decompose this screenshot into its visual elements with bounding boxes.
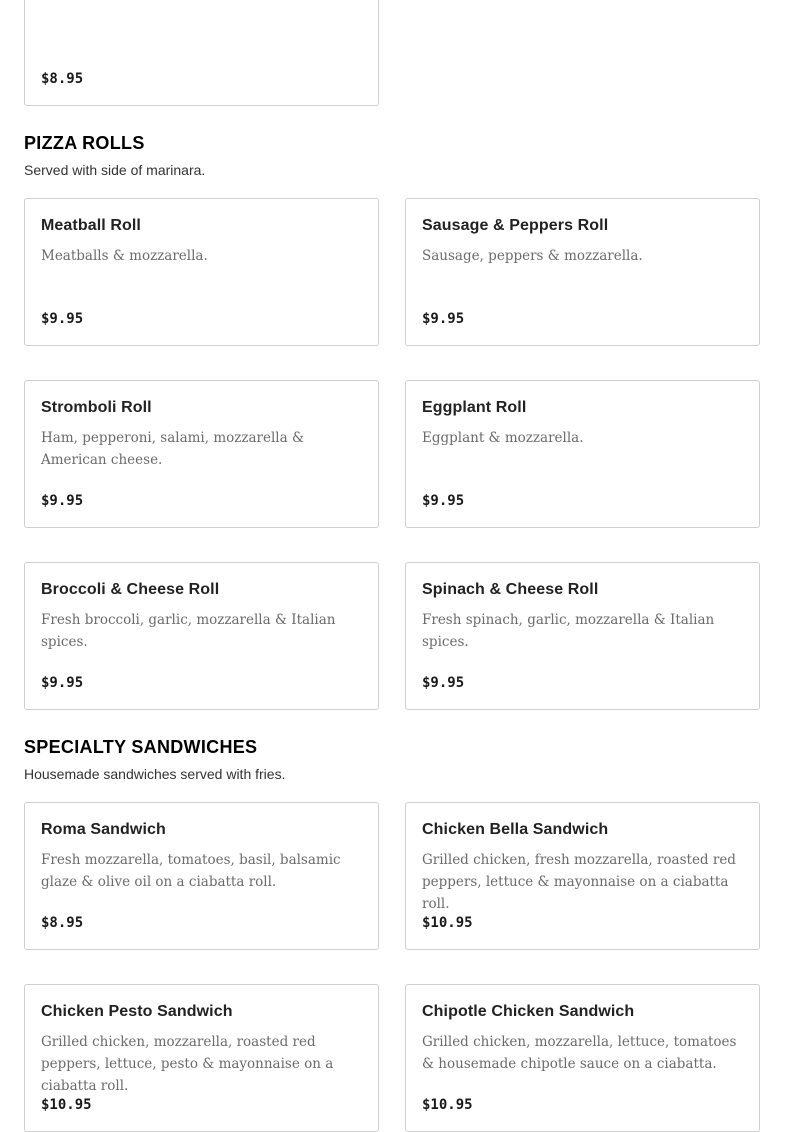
item-description: Fresh spinach, garlic, mozzarella & Italian spices. [422,612,715,650]
section-title-pizza-rolls: PIZZA ROLLS [24,133,145,153]
item-price: $9.95 [422,311,465,327]
item-price: $9.95 [41,675,84,691]
item-name: Chicken Pesto Sandwich [41,1003,233,1020]
menu-item-card[interactable] [24,380,379,528]
section-subtitle-pizza-rolls: Served with side of marinara. [24,162,206,178]
menu-item-card[interactable] [24,984,379,1132]
item-name: Eggplant Roll [422,399,527,416]
menu-item-card[interactable] [24,802,379,950]
item-price: $10.95 [41,1097,92,1113]
item-name: Meatball Roll [41,217,141,234]
item-name: Sausage & Peppers Roll [422,217,609,234]
section-title-specialty-sandwiches: SPECIALTY SANDWICHES [24,737,258,757]
item-name: Stromboli Roll [41,399,152,416]
item-description: Grilled chicken, mozzarella, roasted red peppers, lettuce, pesto & mayonnaise on a ciabatta roll. [41,1034,334,1094]
item-price: $8.95 [41,71,84,87]
item-name: Chicken Bella Sandwich [422,821,609,838]
menu-item-card[interactable] [24,198,379,346]
item-description: Meatballs & mozzarella. [41,248,208,264]
item-price: $9.95 [422,675,465,691]
menu-item-card[interactable] [24,0,379,106]
menu-item-card[interactable] [405,562,760,710]
item-name: Chipotle Chicken Sandwich [422,1003,635,1020]
item-price: $10.95 [422,1097,473,1113]
section-subtitle-specialty-sandwiches: Housemade sandwiches served with fries. [24,766,286,782]
item-name: Roma Sandwich [41,821,166,838]
menu-item-card[interactable] [405,198,760,346]
menu-item-card[interactable] [405,802,760,950]
item-description: Ham, pepperoni, salami, mozzarella & American cheese. [41,430,304,468]
menu-item-card[interactable] [405,984,760,1132]
item-description: Grilled chicken, mozzarella, lettuce, tomatoes & housemade chipotle sauce on a ciabatta. [422,1034,737,1072]
item-name: Spinach & Cheese Roll [422,581,599,598]
item-name: Broccoli & Cheese Roll [41,581,220,598]
item-description: Fresh broccoli, garlic, mozzarella & Italian spices. [41,612,336,650]
menu-item-card[interactable] [405,380,760,528]
item-price: $8.95 [41,915,84,931]
menu-item-card[interactable] [24,562,379,710]
item-price: $9.95 [422,493,465,509]
item-description: Grilled chicken, fresh mozzarella, roasted red peppers, lettuce & mayonnaise on a ciabatta roll. [422,852,736,912]
item-price: $9.95 [41,493,84,509]
item-description: Fresh mozzarella, tomatoes, basil, balsamic glaze & olive oil on a ciabatta roll. [41,852,341,890]
item-price: $10.95 [422,915,473,931]
item-price: $9.95 [41,311,84,327]
item-description: Eggplant & mozzarella. [422,430,584,446]
item-description: Sausage, peppers & mozzarella. [422,248,643,264]
